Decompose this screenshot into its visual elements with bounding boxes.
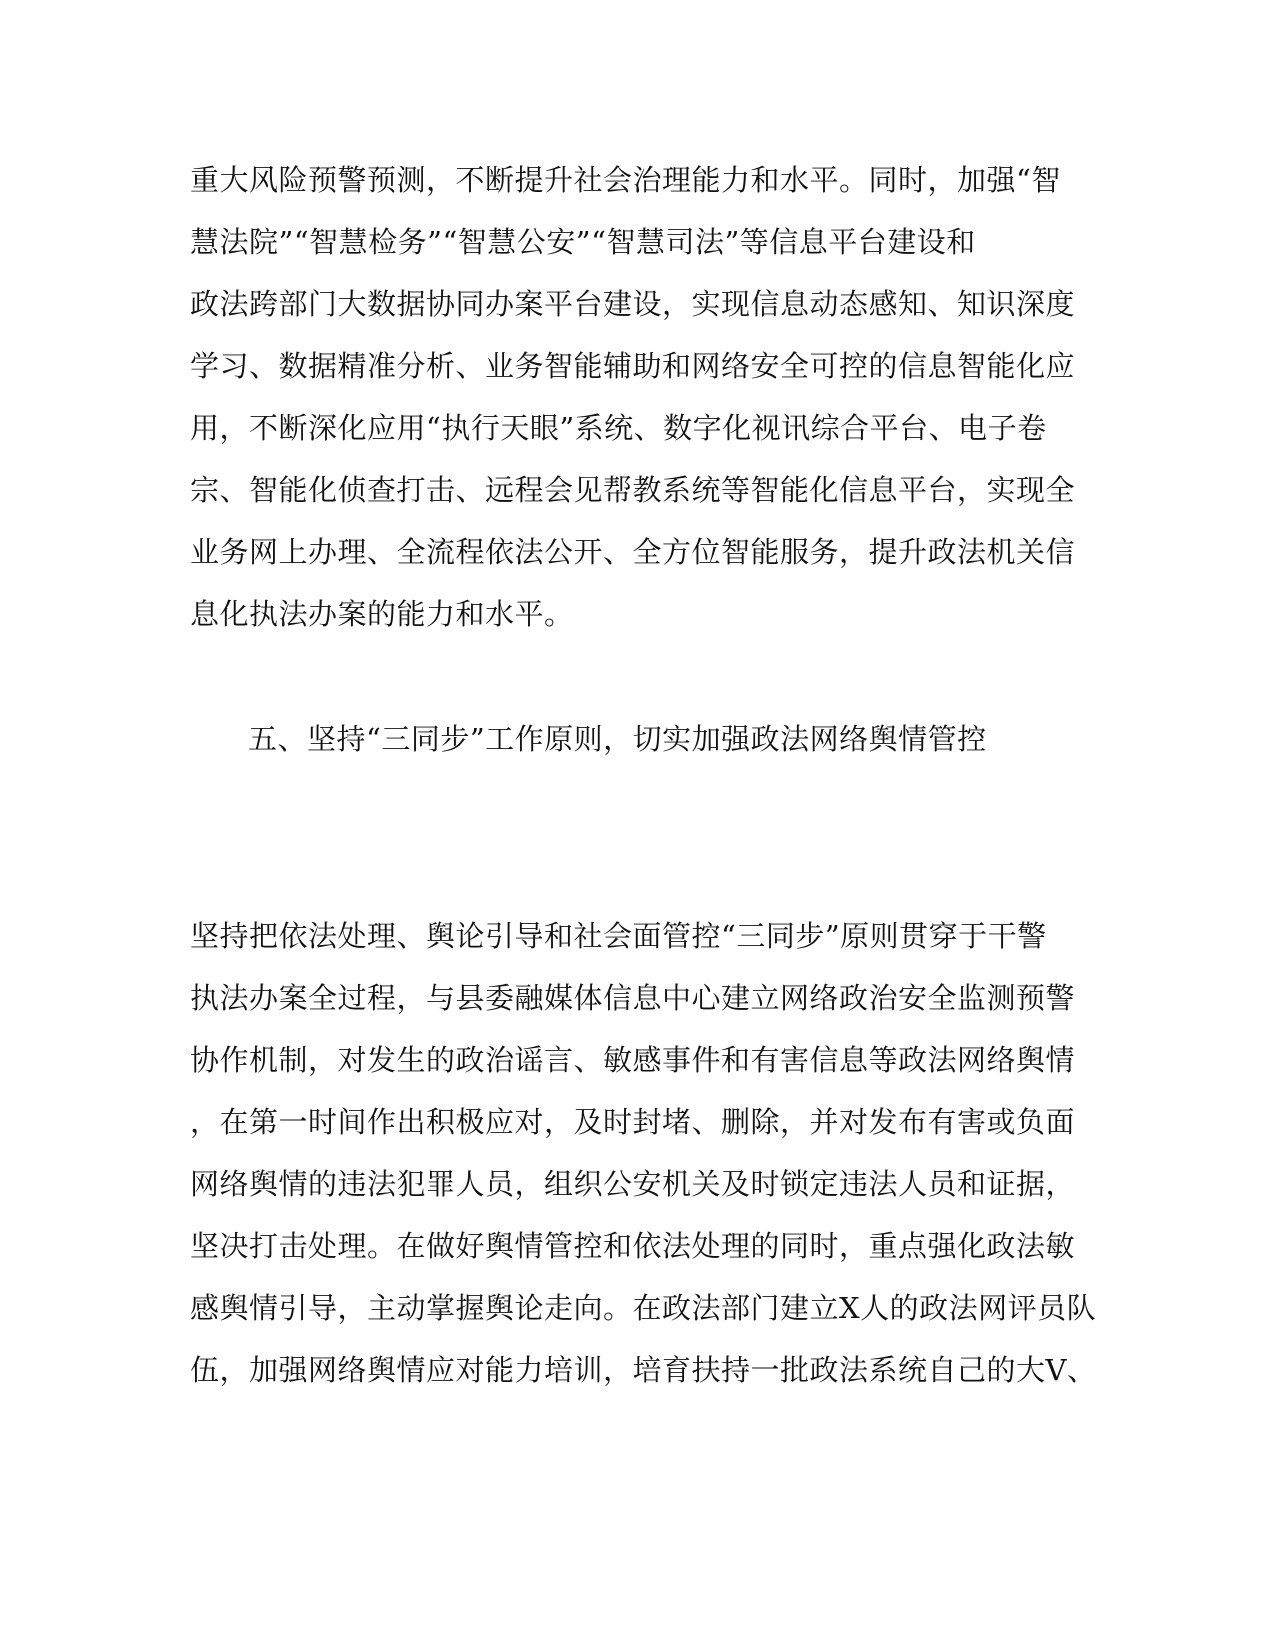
paragraph-2-line-3: 协作机制，对发生的政治谣言、敏感事件和有害信息等政法网络舆情 xyxy=(190,1043,1076,1077)
section-heading: 五、坚持“三同步”工作原则，切实加强政法网络舆情管控 xyxy=(248,722,987,756)
paragraph-2-line-1: 坚持把依法处理、舆论引导和社会面管控“三同步”原则贯穿于干警 xyxy=(190,919,1047,953)
paragraph-1-line-1: 重大风险预警预测，不断提升社会治理能力和水平。同时，加强“智 xyxy=(190,163,1061,197)
paragraph-2-line-8: 伍，加强网络舆情应对能力培训，培育扶持一批政法系统自己的大V、 xyxy=(190,1353,1097,1387)
paragraph-1-line-8: 息化执法办案的能力和水平。 xyxy=(190,597,574,631)
paragraph-1-line-2: 慧法院”“智慧检务”“智慧公安”“智慧司法”等信息平台建设和 xyxy=(190,225,976,259)
paragraph-2-line-6: 坚决打击处理。在做好舆情管控和依法处理的同时，重点强化政法敏 xyxy=(190,1229,1076,1263)
paragraph-2-line-7: 感舆情引导，主动掌握舆论走向。在政法部门建立X人的政法网评员队 xyxy=(190,1291,1097,1325)
paragraph-1-line-7: 业务网上办理、全流程依法公开、全方位智能服务，提升政法机关信 xyxy=(190,535,1076,569)
paragraph-2-line-2: 执法办案全过程，与县委融媒体信息中心建立网络政治安全监测预警 xyxy=(190,981,1076,1015)
paragraph-1-line-5: 用，不断深化应用“执行天眼”系统、数字化视讯综合平台、电子卷 xyxy=(190,411,1047,445)
paragraph-1-line-3: 政法跨部门大数据协同办案平台建设，实现信息动态感知、知识深度 xyxy=(190,287,1076,321)
paragraph-1-line-4: 学习、数据精准分析、业务智能辅助和网络安全可控的信息智能化应 xyxy=(190,349,1076,383)
paragraph-2-line-5: 网络舆情的违法犯罪人员，组织公安机关及时锁定违法人员和证据， xyxy=(190,1167,1076,1201)
paragraph-1-line-6: 宗、智能化侦查打击、远程会见帮教系统等智能化信息平台，实现全 xyxy=(190,473,1076,507)
paragraph-2-line-4: ，在第一时间作出积极应对，及时封堵、删除，并对发布有害或负面 xyxy=(190,1105,1076,1139)
